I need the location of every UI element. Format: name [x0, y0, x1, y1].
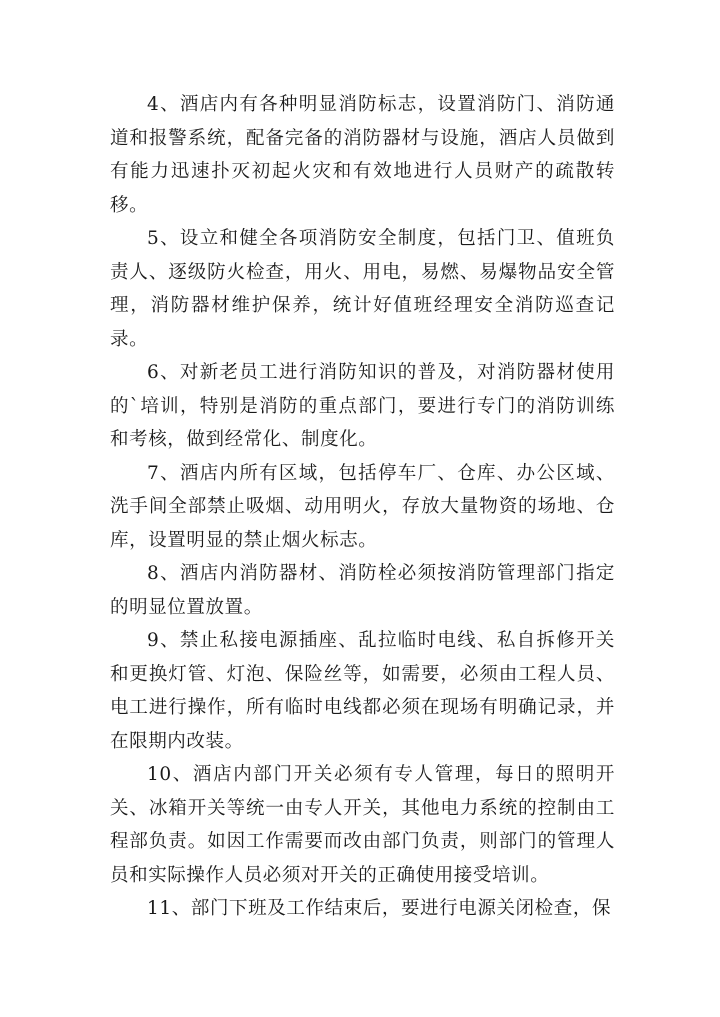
paragraph-9: 9、禁止私接电源插座、乱拉临时电线、私自拆修开关和更换灯管、灯泡、保险丝等，如需要，必须由工程人员、电工进行操作，所有临时电线都必须在现场有明确记录，并在限期内改装。	[110, 630, 615, 752]
paragraph-6: 6、对新老员工进行消防知识的普及，对消防器材使用的`培训，特别是消防的重点部门，要进行专门的消防训练和考核，做到经常化、制度化。	[110, 362, 615, 450]
paragraph-8: 8、酒店内消防器材、消防栓必须按消防管理部门指定的明显位置放置。	[110, 563, 615, 618]
paragraph-7: 7、酒店内所有区域，包括停车厂、仓库、办公区域、洗手间全部禁止吸烟、动用明火，存放大量物资的场地、仓库，设置明显的禁止烟火标志。	[110, 462, 615, 551]
document-body	[110, 88, 615, 926]
paragraph-10: 10、酒店内部门开关必须有专人管理，每日的照明开关、冰箱开关等统一由专人开关，其他电力系统的控制由工程部负责。如因工作需要而改由部门负责，则部门的管理人员和实际操作人员必须对开关的正确使用接受培训。	[110, 764, 615, 886]
paragraph-5: 5、设立和健全各项消防安全制度，包括门卫、值班负责人、逐级防火检查，用火、用电，易燃、易爆物品安全管理，消防器材维护保养，统计好值班经理安全消防巡查记录。	[110, 228, 615, 350]
paragraph-4: 4、酒店内有各种明显消防标志，设置消防门、消防通道和报警系统，配备完备的消防器材与设施，酒店人员做到有能力迅速扑灭初起火灾和有效地进行人员财产的疏散转移。	[110, 94, 615, 216]
paragraph-11: 11、部门下班及工作结束后，要进行电源关闭检查，保	[147, 898, 612, 919]
